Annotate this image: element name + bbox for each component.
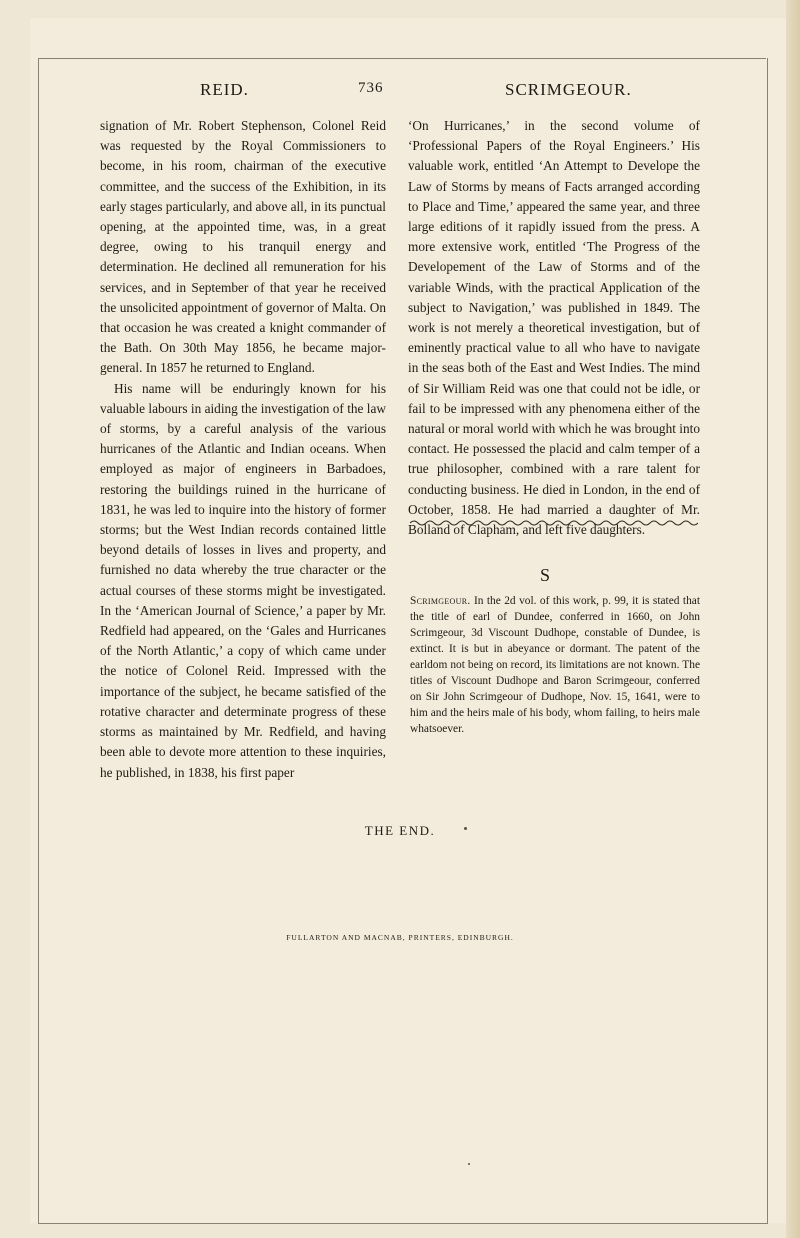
left-paragraph-1: signation of Mr. Robert Stephenson, Colonel Reid was requested by the Royal Commissioners to become, in his room, chairman of the executive committee, and the success of the Exhibition, in its early stages particularly, and above all, in its punctual opening, at the appointed time, was, in a great degree, owing to his tranquil energy and determination. He declined all remuneration for his services, and in September of that year he received the unsolicited appointment of governor of Malta. On that occasion he was created a knight commander of the Bath. On 30th May 1856, he became major-general. In 1857 he returned to England.: [100, 118, 386, 376]
the-end-heading: THE END.: [364, 823, 436, 838]
printer-imprint: FULLARTON AND MACNAB, PRINTERS, EDINBURGH.: [286, 933, 514, 942]
header-left-name: REID.: [200, 80, 249, 99]
ink-speck: [468, 1163, 470, 1165]
footnote-lead: Scrimgeour.: [410, 595, 471, 607]
running-header: [100, 80, 700, 104]
page-edge-shadow: [786, 0, 800, 1238]
right-column: [408, 116, 700, 540]
left-paragraph-2: His name will be enduringly known for his valuable labours in aiding the investigation of the law of storms, by a careful analysis of the various hurricanes of the Atlantic and Indian oceans. When employed as major of engineers in Barbadoes, restoring the buildings ruined in the hurricane of 1831, he was led to inquire into the history of former storms; but the West Indian records contained little beyond details of losses in lives and property, and furnished no data whereby the true character or the actual courses of these storms might be investigated. In the ‘American Journal of Science,’ a paper by Mr. Redfield had appeared, on the ‘Gales and Hurricanes of the North Atlantic,’ a copy of which came under the notice of Colonel Reid. Impressed with the importance of the subject, he became satisfied of the rotative character and determinate progress of these storms as maintained by Mr. Redfield, and having been able to devote more attention to these inquiries, he published, in 1838, his first paper: [100, 380, 386, 780]
right-paragraph-1: ‘On Hurricanes,’ in the second volume of ‘Professional Papers of the Royal Engineers.’ His valuable work, entitled ‘An Attempt to Develope the Law of Storms by means of Facts arranged according to Place and Time,’ appeared the same year, and three large editions of it rapidly issued from the press. A more extensive work, entitled ‘The Progress of the Developement of the Law of Storms and of the variable Winds, with the practical Application of the subject to Navigation,’ was published in 1849. The work is not merely a theoretical investigation, but of eminently practical value to all who have to navigate in the seas both of the East and West Indies. The mind of Sir William Reid was one that could not be idle, or fail to be impressed with any phenomena either of the natural or moral world with which he was brought into contact. He possessed the placid and calm temper of a true philosopher, combined with a rare talent for conducting business. He died in London, in the end of October, 1858. He had married a daughter of Mr. Bolland of Clapham, and left five daughters.: [408, 118, 700, 538]
footnote: [410, 593, 700, 737]
ornamental-wavy-rule: [410, 519, 698, 527]
header-right-name: SCRIMGEOUR.: [505, 80, 632, 99]
page-number: 736: [358, 80, 384, 96]
footnote-text: In the 2d vol. of this work, p. 99, it is stated that the title of earl of Dundee, conferred in 1660, on John Scrimgeour, 3d Viscount Dudhope, constable of Dundee, is extinct. It is but in abeyance or dormant. The patent of the earldom not being on record, its limitations are not known. The titles of Viscount Dudhope and Baron Scrimgeour, conferred on Sir John Scrimgeour of Dudhope, Nov. 15, 1641, were to him and the heirs male of his body, whom failing, to heirs male whatsoever.: [410, 595, 700, 735]
left-column: [100, 116, 386, 783]
ink-speck: [464, 827, 467, 830]
section-letter: S: [540, 565, 551, 585]
